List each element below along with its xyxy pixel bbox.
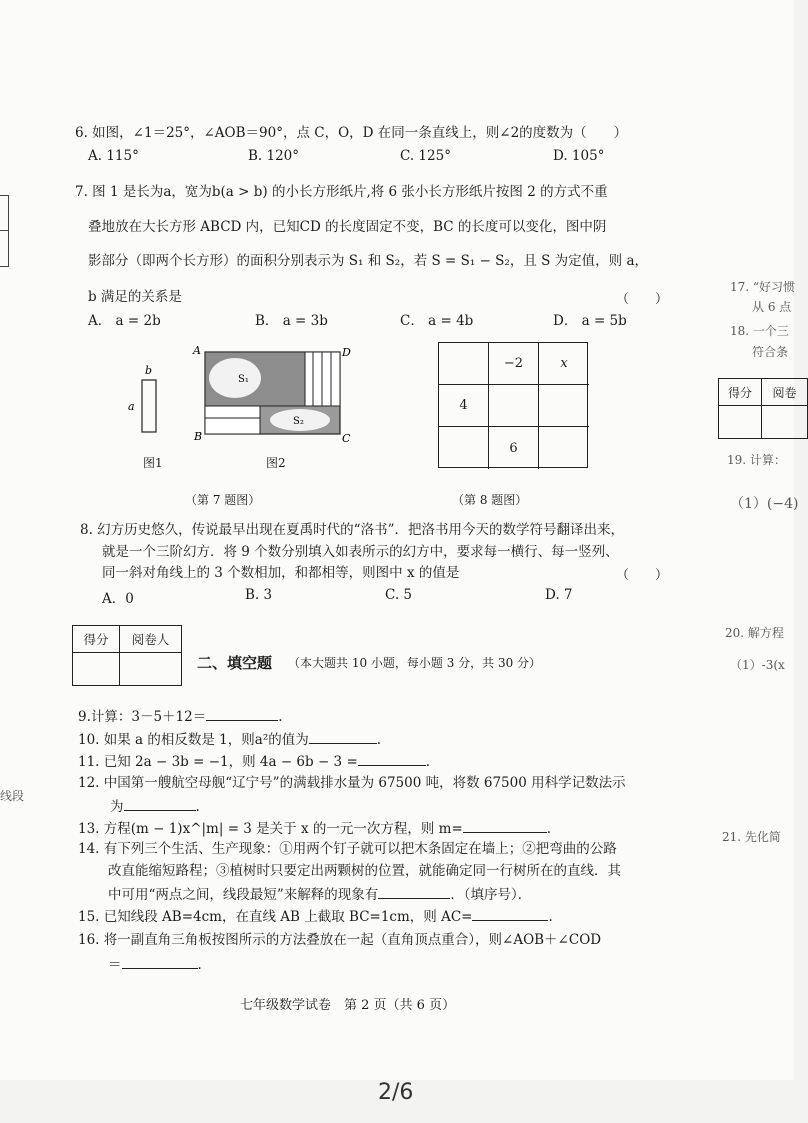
q12-line-2: 为 . bbox=[110, 796, 200, 816]
right-q18-line-1: 18. 一个三 bbox=[730, 324, 789, 338]
q7-figure-caption: （第 7 题图） bbox=[185, 493, 261, 507]
right-score-box bbox=[718, 378, 808, 439]
right-score-header: 得分 bbox=[719, 379, 762, 406]
section2-note: （本大题共 10 小题，每小题 3 分，共 30 分） bbox=[288, 656, 542, 670]
fig2-strip-1 bbox=[305, 352, 313, 406]
q11-text: 11. 已知 2a − 3b = −1，则 4a − 6b − 3 = bbox=[78, 754, 358, 770]
fig2-label-s1: S₁ bbox=[238, 374, 249, 385]
right-q17-line-2: 从 6 点 bbox=[752, 300, 792, 314]
right-grader-cell[interactable] bbox=[762, 406, 808, 439]
fig1-label-b: b bbox=[145, 364, 153, 377]
section2-title: 二、填空题 bbox=[197, 654, 273, 672]
right-q19-part-1: （1）(−4) bbox=[730, 496, 799, 512]
q7-line-2: 叠地放在大长方形 ABCD 内，已知CD 的长度固定不变，BC 的长度可以变化，图中阴 bbox=[88, 219, 607, 235]
fig2-caption: 图2 bbox=[266, 456, 286, 470]
fig2-vertical-strips bbox=[305, 352, 340, 406]
q7-option-a: A． a = 2b bbox=[88, 313, 161, 329]
q14-blank[interactable] bbox=[378, 884, 450, 899]
q7-option-c: C． a = 4b bbox=[400, 313, 474, 329]
right-grader-header: 阅卷 bbox=[762, 379, 808, 406]
q15-blank[interactable] bbox=[472, 906, 548, 921]
fig1-small-rectangle bbox=[142, 380, 156, 432]
score-box-score-cell[interactable] bbox=[73, 653, 120, 686]
q8-line-2: 就是一个三阶幻方．将 9 个数分别填入如表所示的幻方中，要求每一横行、每一竖列、 bbox=[102, 544, 619, 560]
q10-blank[interactable] bbox=[309, 729, 377, 744]
q8-line-3: 同一斜对角线上的 3 个数相加，和都相等，则图中 x 的值是 bbox=[102, 565, 460, 581]
q11-blank[interactable] bbox=[358, 751, 426, 766]
q8-option-a: A．0 bbox=[102, 591, 134, 607]
magic-cell-2: −2 bbox=[489, 343, 539, 385]
q7-option-d: D． a = 5b bbox=[553, 313, 627, 329]
q7-line-1: 7. 图 1 是长为a，宽为b(a > b) 的小长方形纸片,将 6 张小长方形纸片按图 2 的方式不重 bbox=[75, 184, 608, 200]
magic-cell-1 bbox=[439, 343, 489, 385]
q7-line-4: b 满足的关系是 bbox=[88, 289, 182, 305]
fig2-label-d: D bbox=[342, 346, 351, 359]
section2-score-box bbox=[72, 625, 182, 686]
right-score-cell[interactable] bbox=[719, 406, 762, 439]
q8-figure-caption: （第 8 题图） bbox=[452, 493, 528, 507]
page-footer: 七年级数学试卷 第 2 页（共 6 页） bbox=[240, 998, 456, 1013]
figure-2 bbox=[190, 342, 360, 447]
q14-line-1: 14. 有下列三个生活、生产现象：①用两个钉子就可以把木条固定在墙上；②把弯曲的公路 bbox=[78, 841, 617, 857]
q14-text-d: ．（填序号）． bbox=[450, 887, 532, 903]
fig2-bottom-piece-1 bbox=[205, 406, 260, 418]
q8-answer-bracket: （ ） bbox=[616, 568, 669, 583]
q11: 11. 已知 2a − 3b = −1，则 4a − 6b − 3 = . bbox=[78, 751, 430, 771]
fig2-strip-3 bbox=[322, 352, 331, 406]
q8-option-c: C. 5 bbox=[385, 587, 413, 603]
left-margin-line bbox=[0, 230, 8, 231]
right-q21: 21. 先化简 bbox=[722, 830, 781, 844]
q16-text-b: ＝ bbox=[108, 957, 122, 973]
fig2-label-s2: S₂ bbox=[293, 416, 304, 427]
q15: 15. 已知线段 AB=4cm，在直线 AB 上截取 BC=1cm，则 AC= . bbox=[78, 906, 553, 926]
q14-line-3 bbox=[108, 884, 531, 904]
q6-option-d: D. 105° bbox=[553, 148, 605, 164]
magic-cell-8: 6 bbox=[489, 427, 539, 469]
q7-answer-bracket: （ ） bbox=[616, 292, 669, 307]
q13-text: 13. 方程(m − 1)x^|m| = 3 是关于 x 的一元一次方程，则 m= bbox=[78, 821, 463, 837]
q8-option-d: D. 7 bbox=[545, 587, 573, 603]
score-box-header-grader: 阅卷人 bbox=[120, 626, 182, 653]
q6-option-b: B. 120° bbox=[248, 148, 300, 164]
left-margin-box bbox=[0, 195, 9, 267]
magic-cell-3: x bbox=[539, 343, 589, 385]
q8-option-b: B. 3 bbox=[245, 587, 273, 603]
q7-line-3: 影部分（即两个长方形）的面积分别表示为 S₁ 和 S₂，若 S = S₁ − S₂，且 S 为定值，则 a， bbox=[88, 253, 649, 269]
q9-text: 9.计算：3－5＋12＝ bbox=[78, 709, 207, 725]
page-indicator: 2/6 bbox=[378, 1080, 414, 1105]
q8-line-1: 8. 幻方历史悠久，传说最早出现在夏禹时代的“洛书”．把洛书用今天的数学符号翻译出来， bbox=[80, 522, 624, 538]
q9: 9.计算：3－5＋12＝ . bbox=[78, 706, 283, 726]
fig2-s1-blot bbox=[209, 358, 261, 398]
q12-text-b: 为 bbox=[110, 799, 124, 815]
q13: 13. 方程(m − 1)x^|m| = 3 是关于 x 的一元一次方程，则 m= . bbox=[78, 818, 551, 838]
score-box-grader-cell[interactable] bbox=[120, 653, 182, 686]
right-q19: 19. 计算： bbox=[727, 453, 786, 467]
q13-blank[interactable] bbox=[463, 818, 547, 833]
fig1-label-a: a bbox=[128, 400, 135, 413]
q16-line-2: ＝ . bbox=[108, 954, 202, 974]
magic-cell-5 bbox=[489, 385, 539, 427]
q15-text: 15. 已知线段 AB=4cm，在直线 AB 上截取 BC=1cm，则 AC= bbox=[78, 909, 473, 925]
fig2-strip-2 bbox=[313, 352, 322, 406]
q6-stem: 6. 如图，∠1＝25°，∠AOB＝90°，点 C，O，D 在同一条直线上，则∠2的度数为（ ） bbox=[75, 125, 628, 141]
q10-text: 10. 如果 a 的相反数是 1，则a²的值为 bbox=[78, 732, 309, 748]
q12-line-1: 12. 中国第一艘航空母舰“辽宁号”的满载排水量为 67500 吨，将数 67500 用科学记数法示 bbox=[78, 775, 626, 791]
fig2-label-b: B bbox=[194, 430, 203, 443]
fig2-bottom-piece-2 bbox=[205, 418, 260, 434]
q9-blank[interactable] bbox=[206, 706, 278, 721]
right-q18-line-2: 符合条 bbox=[752, 345, 789, 359]
magic-cell-6 bbox=[539, 385, 589, 427]
right-q20-part-1: （1）-3(x bbox=[730, 658, 785, 672]
magic-cell-4: 4 bbox=[439, 385, 489, 427]
right-q20: 20. 解方程 bbox=[725, 626, 784, 640]
left-edge-fragment: 线段 bbox=[0, 789, 25, 803]
q14-text-c: 中可用“两点之间，线段最短”来解释的现象有 bbox=[108, 887, 379, 903]
fig1-caption: 图1 bbox=[143, 456, 163, 470]
q6-option-a: A. 115° bbox=[88, 148, 139, 164]
fig2-label-c: C bbox=[342, 432, 351, 445]
score-box-header-score: 得分 bbox=[73, 626, 120, 653]
q12-blank[interactable] bbox=[124, 796, 196, 811]
q7-option-b: B． a = 3b bbox=[255, 313, 328, 329]
q16-line-1: 16. 将一副直角三角板按图所示的方法叠放在一起（直角顶点重合），则∠AOB＋∠COD bbox=[78, 932, 602, 948]
q6-option-c: C. 125° bbox=[400, 148, 451, 164]
q16-blank[interactable] bbox=[122, 954, 198, 969]
fig2-label-a: A bbox=[193, 344, 201, 357]
magic-cell-9 bbox=[539, 427, 589, 469]
magic-cell-7 bbox=[439, 427, 489, 469]
fig2-strip-4 bbox=[331, 352, 340, 406]
q10: 10. 如果 a 的相反数是 1，则a²的值为 . bbox=[78, 729, 381, 749]
q14-line-2: 改直能缩短路程；③植树时只要定出两颗树的位置，就能确定同一行树所在的直线．其 bbox=[108, 863, 621, 879]
magic-square bbox=[438, 342, 588, 468]
right-q17-line-1: 17. “好习惯 bbox=[730, 280, 796, 294]
